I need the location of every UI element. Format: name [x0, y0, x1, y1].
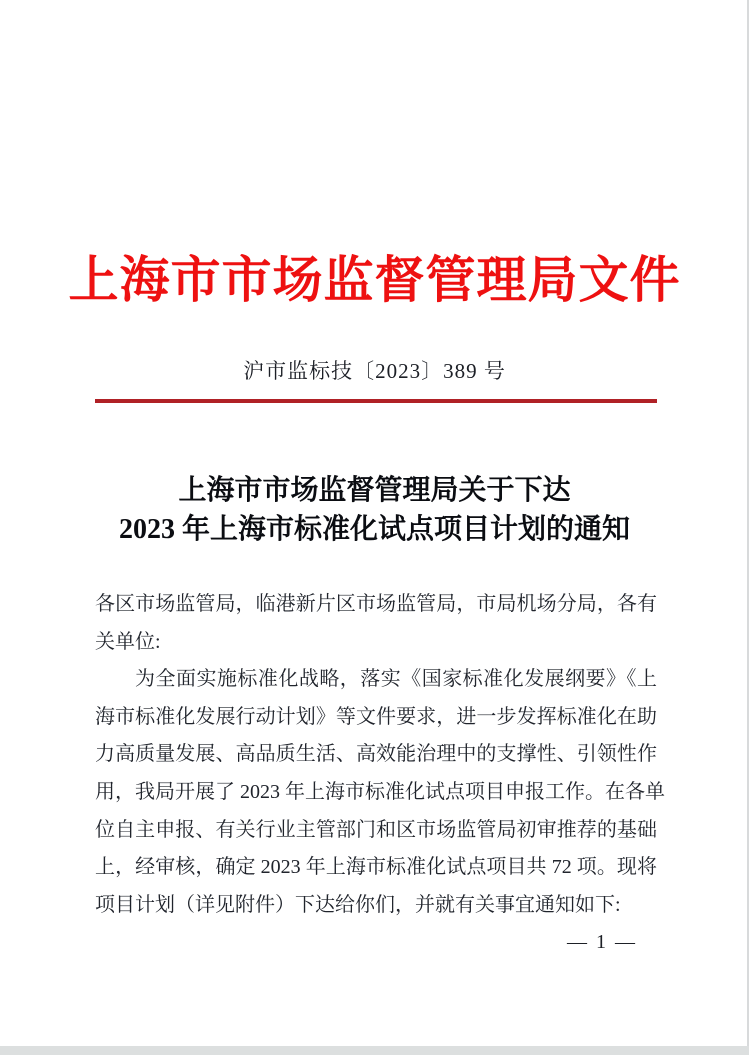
- scan-edge-bottom: [0, 1046, 749, 1055]
- document-header-title: 上海市市场监督管理局文件: [68, 252, 681, 308]
- body-line: 各区市场监管局，临港新片区市场监管局，市局机场分局，各有: [95, 593, 657, 615]
- body-line: 海市标准化发展行动计划》等文件要求，进一步发挥标准化在助: [95, 705, 657, 728]
- body-line: 用，我局开展了 2023 年上海市标准化试点项目申报工作。在各单: [95, 780, 665, 803]
- document-number: 沪市监标技〔2023〕389 号: [243, 359, 506, 383]
- page-number: — 1 —: [567, 931, 637, 953]
- notice-title: [0, 471, 749, 549]
- notice-title-line-2: 2023 年上海市标准化试点项目计划的通知: [118, 514, 630, 545]
- body-line: 上，经审核，确定 2023 年上海市标准化试点项目共 72 项。现将: [95, 856, 657, 879]
- body-line: 位自主申报、有关行业主管部门和区市场监管局初审推荐的基础: [95, 818, 657, 841]
- body-line: 关单位:: [95, 630, 161, 653]
- red-divider-line: [95, 399, 657, 403]
- body-line: 项目计划（详见附件）下达给你们，并就有关事宜通知如下:: [95, 893, 621, 916]
- body-line: 力高质量发展、高品质生活、高效能治理中的支撑性、引领性作: [95, 743, 657, 766]
- document-body: [95, 586, 665, 924]
- notice-title-line-1: 上海市市场监督管理局关于下达: [178, 475, 571, 506]
- body-line: 为全面实施标准化战略，落实《国家标准化发展纲要》《上: [135, 668, 657, 691]
